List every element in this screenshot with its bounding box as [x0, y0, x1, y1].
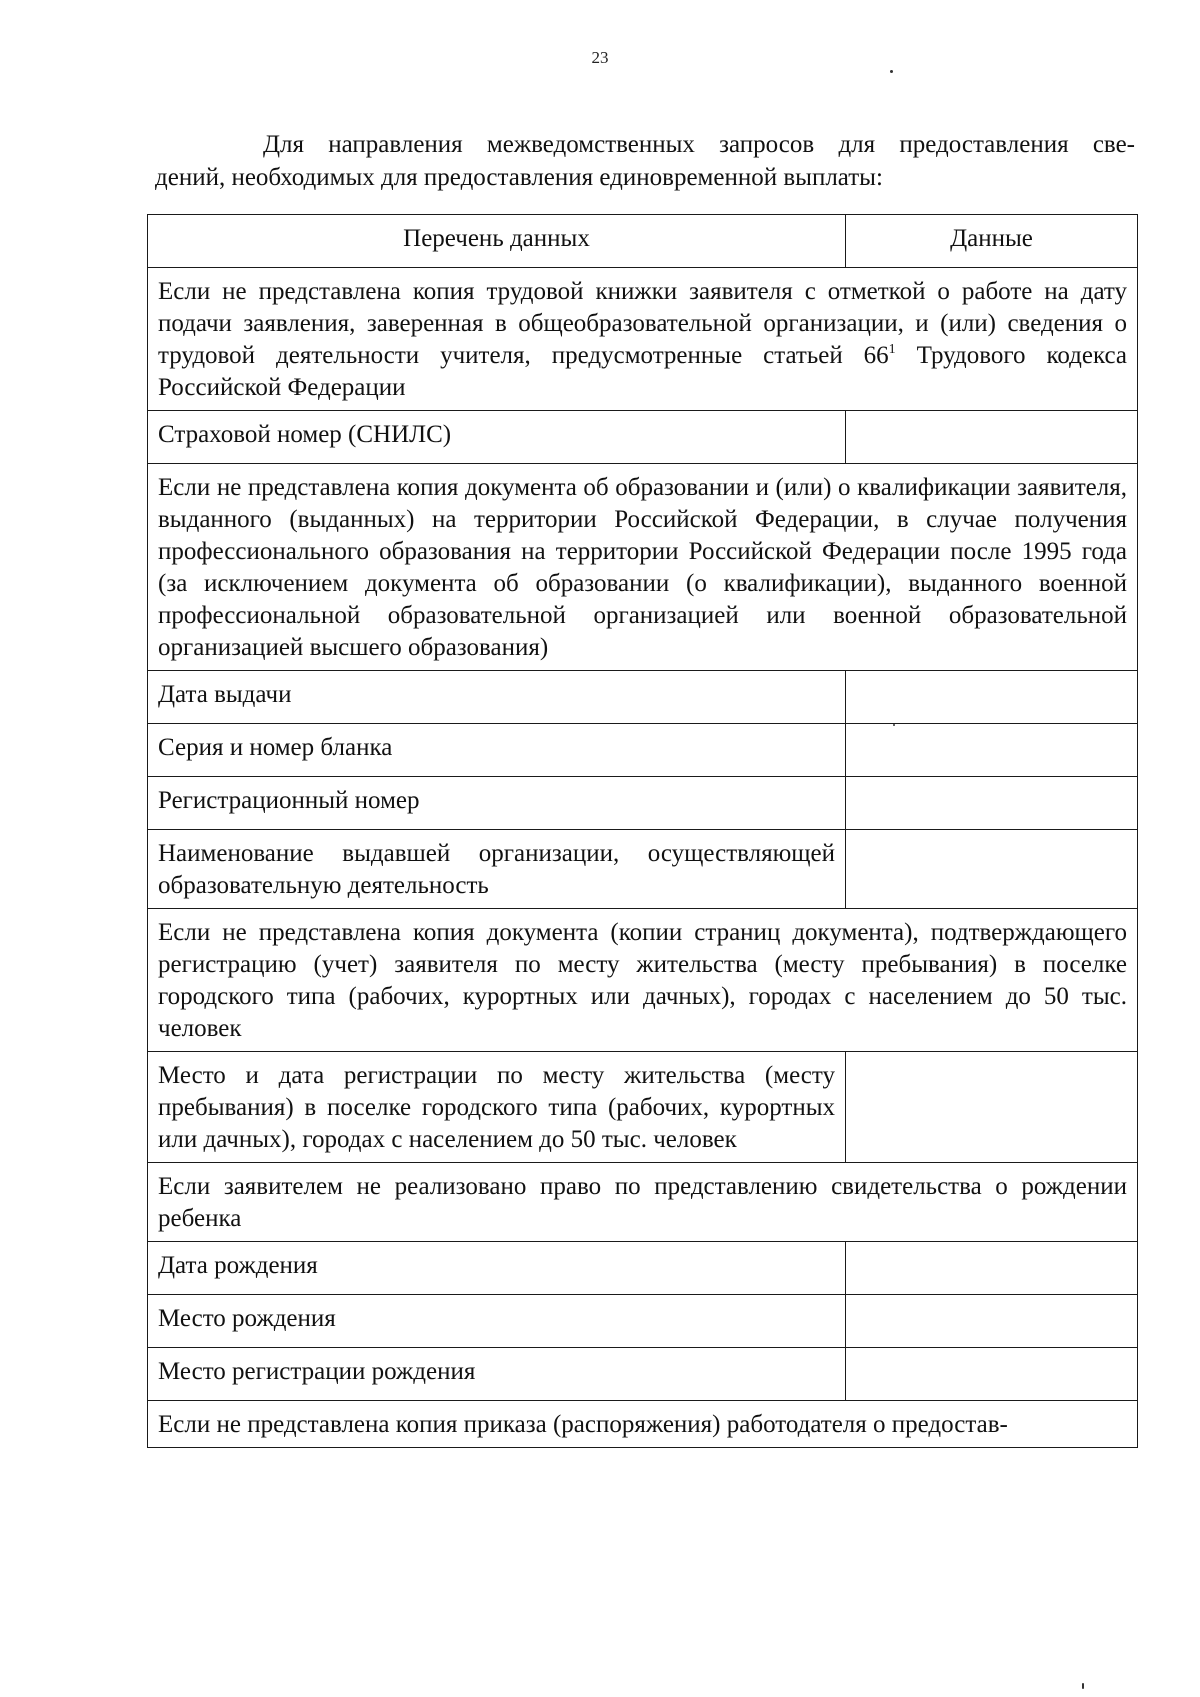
section-row: [148, 1401, 1138, 1448]
field-label-birth-place: Место рождения: [148, 1295, 846, 1348]
intro-paragraph: [155, 128, 1135, 194]
field-label-birth-registration-place: Место регистрации рождения: [148, 1348, 846, 1401]
table-row: [148, 1052, 1138, 1163]
field-value-issue-date[interactable]: [846, 671, 1138, 724]
section-residence-registration: Если не представлена копия документа (копии страниц документа), подтверждающего регистрацию (учет) заявителя по месту жительства (месту пребывания) в поселке городского типа (рабочих, курортных или дачных), городах с населением до 50 тыс. человек: [148, 909, 1138, 1052]
field-value-birth-place[interactable]: [846, 1295, 1138, 1348]
field-label-registration-number: Регистрационный номер: [148, 777, 846, 830]
header-data: Данные: [846, 215, 1138, 268]
intro-line-2: дений, необходимых для предоставления единовременной выплаты:: [155, 164, 883, 191]
table-row: [148, 1295, 1138, 1348]
field-label-snils: Страховой номер (СНИЛС): [148, 411, 846, 464]
field-value-issuing-organization[interactable]: [846, 830, 1138, 909]
section-employment-record: [148, 268, 1138, 411]
table-row: [148, 830, 1138, 909]
section-employer-order: Если не представлена копия приказа (распоряжения) работодателя о предостав-: [148, 1401, 1138, 1448]
field-value-residence-place-date[interactable]: [846, 1052, 1138, 1163]
table-row: [148, 724, 1138, 777]
header-data-list: Перечень данных: [148, 215, 846, 268]
section-birth-certificate: Если заявителем не реализовано право по представлению свидетельства о рождении ребенка: [148, 1163, 1138, 1242]
table-row: [148, 671, 1138, 724]
field-value-birth-registration-place[interactable]: [846, 1348, 1138, 1401]
field-value-registration-number[interactable]: [846, 777, 1138, 830]
section-text-tail: Трудового кодекса Российской Федерации: [158, 342, 1127, 401]
table-header-row: [148, 215, 1138, 268]
page-number: 23: [591, 48, 609, 67]
field-value-birth-date[interactable]: [846, 1242, 1138, 1295]
section-row: [148, 464, 1138, 671]
article-superscript: 1: [888, 342, 896, 357]
field-value-form-number[interactable]: [846, 724, 1138, 777]
scan-speck: [890, 70, 893, 73]
field-label-issue-date: Дата выдачи: [148, 671, 846, 724]
table-row: [148, 1348, 1138, 1401]
scan-speck: [893, 724, 895, 726]
table-row: [148, 1242, 1138, 1295]
section-text: Если не представлена копия трудовой книжки заявителя с отметкой о работе на дату подачи заявления, заверенная в общеобразовательной организации, и (или) сведения о трудовой деятельности учителя, предусмотренные статьей 66: [158, 278, 1127, 369]
field-label-form-number: Серия и номер бланка: [148, 724, 846, 777]
field-label-issuing-organization: Наименование выдавшей организации, осуществляющей образовательную деятельность: [148, 830, 846, 909]
table-row: [148, 411, 1138, 464]
section-row: [148, 268, 1138, 411]
field-value-snils[interactable]: [846, 411, 1138, 464]
table-row: [148, 777, 1138, 830]
data-table: [147, 214, 1138, 1448]
intro-line-1: Для направления межведомственных запросов для предоставления све-: [263, 131, 1135, 158]
section-education-document: Если не представлена копия документа об образовании и (или) о квалификации заявителя, выданного (выданных) на территории Российской Федерации, в случае получения профессионального образования на территории Российской Федерации после 1995 года (за исключением документа об образовании (о квалификации), выданного военной профессиональной образовательной организацией или военной образовательной организацией высшего образования): [148, 464, 1138, 671]
section-row: [148, 909, 1138, 1052]
section-row: [148, 1163, 1138, 1242]
scan-speck: [1082, 1683, 1084, 1689]
field-label-residence-place-date: Место и дата регистрации по месту жительства (месту пребывания) в поселке городского типа (рабочих, курортных или дачных), городах с населением до 50 тыс. человек: [148, 1052, 846, 1163]
field-label-birth-date: Дата рождения: [148, 1242, 846, 1295]
